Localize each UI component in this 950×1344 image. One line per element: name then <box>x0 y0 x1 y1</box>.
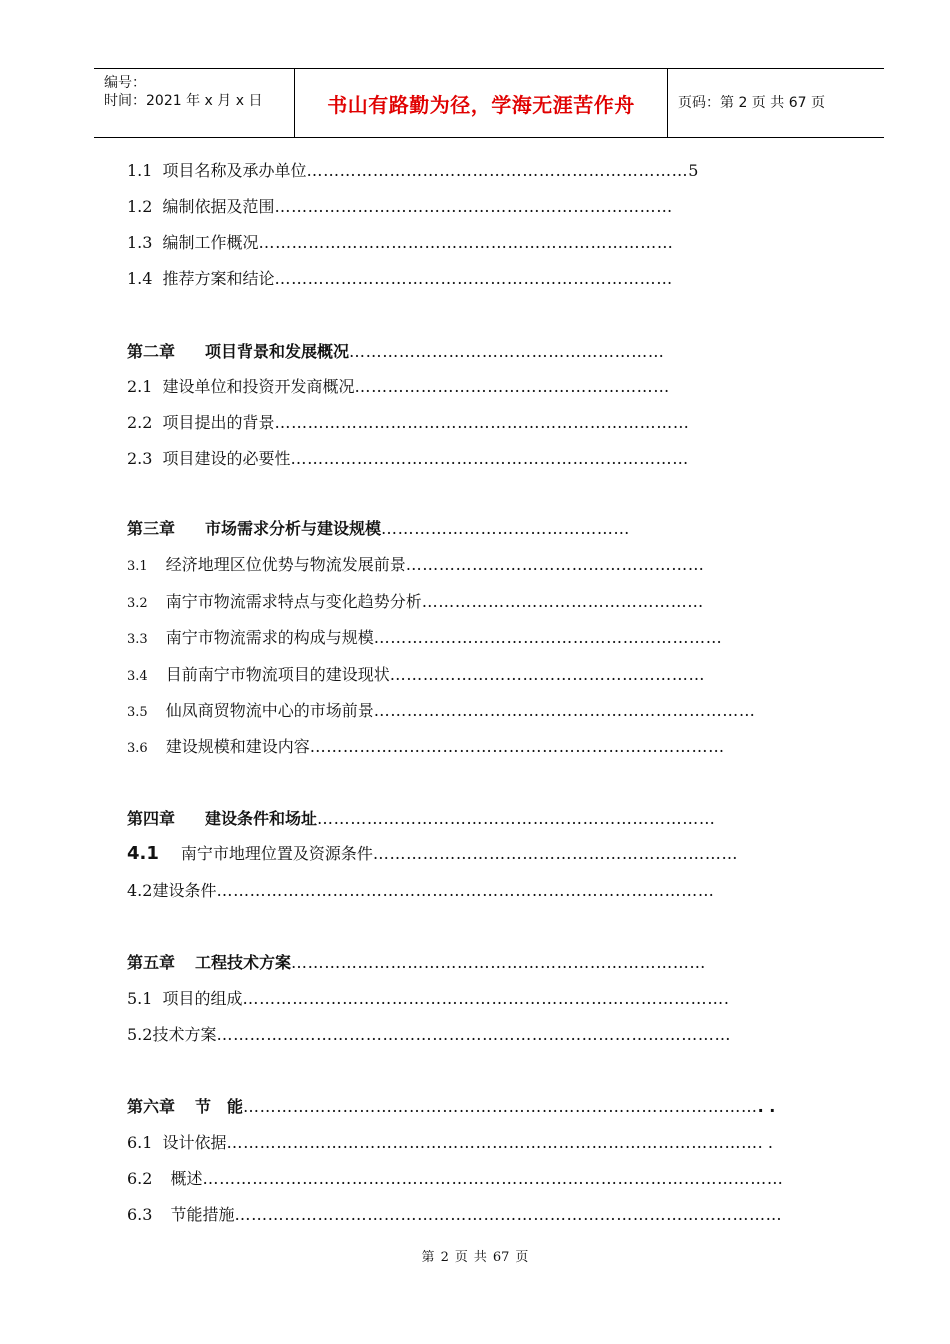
toc-leader-dots: ………………………………………………………… <box>372 844 739 863</box>
toc-entry-page: . . <box>757 1133 773 1152</box>
toc-chapter-title: 工程技术方案 <box>195 953 292 972</box>
toc-entry[interactable] <box>127 1167 783 1191</box>
toc-leader-dots: …………………………………………………………………………………… <box>226 1133 758 1152</box>
toc-leader-dots: ………………………………………………………………………………… <box>216 1025 732 1044</box>
toc-entry-title: 目前南宁市物流项目的建设现状 <box>165 665 390 684</box>
toc-entry[interactable] <box>127 987 729 1011</box>
toc-entry-number: 3.4 <box>127 669 148 684</box>
toc-leader-dots: ……………………………………………………………… <box>274 269 673 288</box>
toc-entry-number: 5.1 <box>127 989 153 1008</box>
toc-entry-title: 南宁市地理位置及资源条件 <box>180 844 373 863</box>
toc-entry[interactable] <box>127 735 725 759</box>
toc-entry[interactable] <box>127 375 670 399</box>
toc-leader-dots: ……………………………………………………… <box>373 628 723 647</box>
toc-entry[interactable] <box>127 267 673 291</box>
toc-leader-dots: …………………………………………………………… <box>373 701 756 720</box>
toc-entry-title: 编制工作概况 <box>162 233 259 252</box>
toc-entry-title: 技术方案 <box>152 1025 217 1044</box>
toc-entry-title: 南宁市物流需求的构成与规模 <box>165 628 374 647</box>
toc-entry-title: 建设单位和投资开发商概况 <box>162 377 355 396</box>
toc-leader-dots: ………………………………………………………………… <box>309 737 725 756</box>
page-code: 页码：第 2 页 共 67 页 <box>678 95 825 111</box>
toc-leader-dots: ………………………………………………… <box>349 342 665 361</box>
toc-chapter-title: 建设条件和场址 <box>205 809 318 828</box>
toc-entry-title: 项目提出的背景 <box>162 413 275 432</box>
toc-entry[interactable] <box>127 411 689 435</box>
toc-leader-dots: ……………………………………………… <box>405 555 705 574</box>
toc-entry-title: 项目名称及承办单位 <box>162 161 307 180</box>
toc-entry-number: 6.1 <box>127 1133 153 1152</box>
toc-entry-number: 2.1 <box>127 377 153 396</box>
toc-entry[interactable] <box>127 447 689 471</box>
toc-entry[interactable] <box>127 195 673 219</box>
toc-leader-dots: ……………………………………………………………… <box>317 809 716 828</box>
toc-chapter-title: 项目背景和发展概况 <box>205 342 350 361</box>
toc-chapter-number: 第四章 <box>127 809 176 828</box>
toc-entry-number: 2.2 <box>127 413 153 432</box>
toc-entry[interactable] <box>127 626 722 650</box>
toc-entry-title: 经济地理区位优势与物流发展前景 <box>165 555 406 574</box>
toc-entry-title: 设计依据 <box>162 1133 227 1152</box>
toc-entry-number: 3.5 <box>127 705 148 720</box>
toc-entry-number: 3.3 <box>127 632 148 647</box>
toc-leader-dots: ………………………………………………… <box>354 377 670 396</box>
toc-leader-dots: ……………………………………………………………… <box>274 197 673 216</box>
toc-leader-dots: ……………………………………………………………… <box>290 449 689 468</box>
toc-entry-number: 1.2 <box>127 197 153 216</box>
toc-chapter-number: 第二章 <box>127 342 176 361</box>
toc-entry-number: 4.1 <box>127 843 159 864</box>
toc-entry[interactable] <box>127 231 673 255</box>
toc-chapter-number: 第三章 <box>127 519 176 538</box>
toc-entry-page: . . <box>757 1097 776 1116</box>
toc-entry[interactable] <box>127 159 698 183</box>
footer-text: 页 <box>454 1250 468 1265</box>
toc-entry-number: 3.6 <box>127 741 148 756</box>
toc-entry[interactable] <box>127 842 738 866</box>
toc-chapter-heading[interactable] <box>127 951 706 975</box>
toc-entry-number: 5.2 <box>127 1025 153 1044</box>
toc-entry-title: 项目的组成 <box>162 989 243 1008</box>
toc-chapter-heading[interactable] <box>127 1095 775 1119</box>
toc-chapter-heading[interactable] <box>127 517 630 541</box>
toc-entry[interactable] <box>127 1203 782 1227</box>
toc-leader-dots: ………………………………………………………………………………… <box>243 1097 758 1116</box>
toc-leader-dots: ………………………………………………………………… <box>274 413 690 432</box>
toc-leader-dots: …………………………………………………………………………………………… <box>202 1169 784 1188</box>
toc-entry-title: 建设条件 <box>152 881 217 900</box>
toc-entry-number: 2.3 <box>127 449 153 468</box>
toc-entry-number: 6.2 <box>127 1169 153 1188</box>
toc-entry-number: 1.4 <box>127 269 153 288</box>
toc-entry-number: 1.3 <box>127 233 153 252</box>
toc-entry-title: 编制依据及范围 <box>162 197 275 216</box>
toc-leader-dots: ……………………………………………………………………………………… <box>234 1205 783 1224</box>
toc-entry-page: . <box>723 989 729 1008</box>
toc-entry-number: 6.3 <box>127 1205 153 1224</box>
toc-leader-dots: ……………………………………… <box>381 519 631 538</box>
toc-leader-dots: …………………………………………… <box>421 592 704 611</box>
toc-entry-title: 推荐方案和结论 <box>162 269 275 288</box>
toc-entry[interactable] <box>127 1023 731 1047</box>
toc-entry[interactable] <box>127 590 704 614</box>
footer-total-pages: 67 <box>492 1250 510 1265</box>
toc-entry-number: 3.2 <box>127 596 148 611</box>
toc-entry-title: 南宁市物流需求特点与变化趋势分析 <box>165 592 422 611</box>
footer-text: 共 <box>473 1250 487 1265</box>
toc-chapter-heading[interactable] <box>127 340 664 364</box>
toc-entry-number: 3.1 <box>127 559 148 574</box>
toc-leader-dots: ………………………………………………………………… <box>258 233 674 252</box>
toc-entry[interactable] <box>127 879 714 903</box>
toc-entry-title: 建设规模和建设内容 <box>165 737 310 756</box>
toc-entry[interactable] <box>127 553 705 577</box>
toc-entry[interactable] <box>127 1131 773 1155</box>
footer-text: 第 <box>421 1250 435 1265</box>
toc-entry-title: 节能措施 <box>170 1205 235 1224</box>
page-footer <box>0 1246 950 1265</box>
toc-entry[interactable] <box>127 699 756 723</box>
toc-chapter-title: 节 能 <box>195 1097 244 1116</box>
footer-page-number: 2 <box>440 1250 449 1265</box>
toc-leader-dots: …………………………………………………………… <box>306 161 689 180</box>
toc-entry-number: 1.1 <box>127 161 153 180</box>
toc-leader-dots: ……………………………………………………………………………… <box>216 881 715 900</box>
toc-entry-page: 5 <box>688 161 699 180</box>
toc-entry[interactable] <box>127 663 705 687</box>
motto-text: 书山有路勤为径，学海无涯苦作舟 <box>327 92 635 117</box>
toc-entry-title: 仙凤商贸物流中心的市场前景 <box>165 701 374 720</box>
toc-leader-dots: ………………………………………………………………… <box>291 953 707 972</box>
toc-entry-title: 概述 <box>170 1169 203 1188</box>
toc-entry-title: 项目建设的必要性 <box>162 449 291 468</box>
toc-chapter-number: 第六章 <box>127 1097 176 1116</box>
toc-entry-number: 4.2 <box>127 881 153 900</box>
toc-chapter-heading[interactable] <box>127 807 715 831</box>
toc-chapter-title: 市场需求分析与建设规模 <box>205 519 382 538</box>
toc-chapter-number: 第五章 <box>127 953 176 972</box>
toc-leader-dots: …………………………………………………………………………… <box>242 989 724 1008</box>
toc-leader-dots: ………………………………………………… <box>389 665 706 684</box>
serial-number-label: 编号： <box>104 75 146 91</box>
footer-text: 页 <box>515 1250 529 1265</box>
time-label: 时间：2021 年 x 月 x 日 <box>104 93 263 109</box>
